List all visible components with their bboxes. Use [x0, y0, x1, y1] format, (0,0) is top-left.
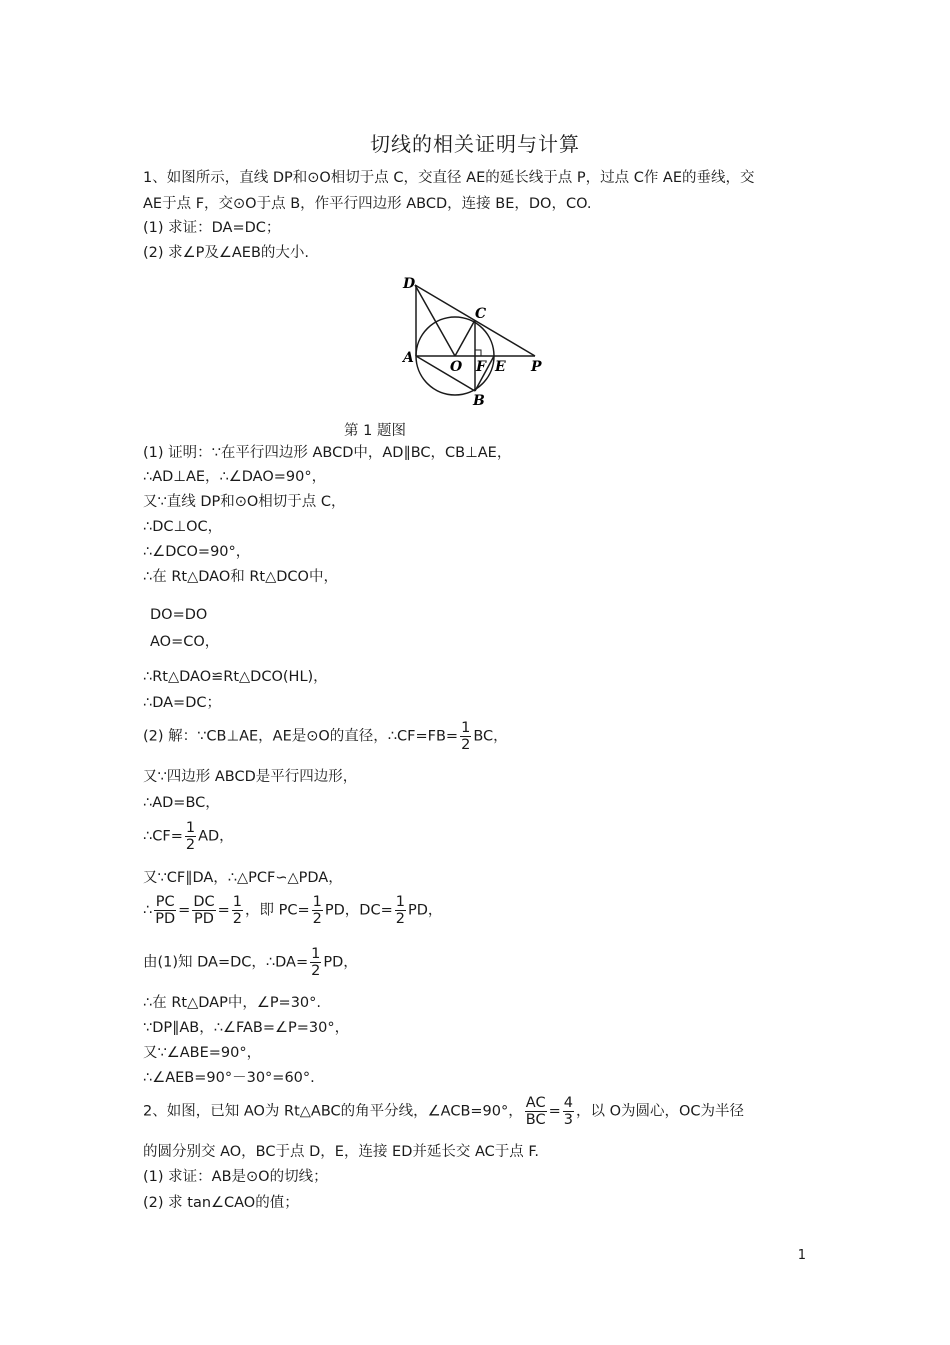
q2-statement-line2: 的圆分别交 AO，BC于点 D，E，连接 ED并延长交 AC于点 F.: [143, 1144, 540, 1160]
q1-statement-line2: AE于点 F，交⊙O于点 B，作平行四边形 ABCD，连接 BE，DO，CO.: [143, 196, 592, 212]
proof-line: ∴在 Rt△DAO和 Rt△DCO中，: [143, 569, 338, 585]
label-b: B: [473, 393, 485, 409]
proof-line: DO=DO: [150, 607, 208, 623]
proof-line: ∴AD⊥AE，∴∠DAO=90°，: [143, 469, 327, 485]
fraction-four-three: $\frac{4}{3}$: [563, 1095, 573, 1128]
fraction-half: $\frac{1}{2}$: [232, 894, 242, 927]
proof-line: AO=CO，: [150, 634, 220, 650]
q1-part2: (2) 求∠P及∠AEB的大小.: [143, 245, 310, 261]
solution-line: (2) 解：∵CB⊥AE，AE是⊙O的直径，∴CF=FB= $\frac{1}{2}$ BC，: [143, 720, 508, 753]
label-d: D: [403, 276, 416, 292]
line-oc: [455, 320, 475, 356]
solution-line: 又∵四边形 ABCD是平行四边形，: [143, 769, 358, 785]
proof-line: ∴Rt△DAO≌Rt△DCO(HL)，: [143, 669, 328, 685]
label-e: E: [495, 359, 506, 375]
solution-line: ∴在 Rt△DAP中，∠P=30°.: [143, 995, 322, 1011]
label-a: A: [403, 350, 414, 366]
solution-line: 又∵CF∥DA，∴△PCF∽△PDA，: [143, 870, 343, 886]
proof-line: 又∵直线 DP和⊙O相切于点 C，: [143, 494, 346, 510]
line-do: [415, 285, 455, 356]
solution-line: ∴∠AEB=90°－30°=60°.: [143, 1070, 315, 1086]
page-number: 1: [797, 1248, 806, 1263]
fraction-pc-pd: $\frac{PC}{PD}$: [155, 894, 176, 927]
fraction-ac-bc: $\frac{AC}{BC}$: [525, 1095, 546, 1128]
label-o: O: [450, 359, 463, 375]
fraction-half: $\frac{1}{2}$: [312, 894, 322, 927]
solution-line: ∴AD=BC，: [143, 795, 220, 811]
solution-line: ∴CF= $\frac{1}{2}$ AD，: [143, 820, 234, 853]
q2-part1: (1) 求证：AB是⊙O的切线；: [143, 1169, 328, 1185]
solution-line: ∵DP∥AB，∴∠FAB=∠P=30°，: [143, 1020, 350, 1036]
proof-line: (1) 证明：∵在平行四边形 ABCD中，AD∥BC，CB⊥AE，: [143, 445, 512, 461]
solution-line: ∴ $\frac{PC}{PD}$ = $\frac{DC}{PD}$ = $\frac{1}{2}$ ，即 PC= $\frac{1}{2}$ PD，DC= $\frac{1}{2}$ PD，: [143, 894, 443, 927]
solution-line: 由(1)知 DA=DC，∴DA= $\frac{1}{2}$ PD，: [143, 946, 358, 979]
q2-statement-line1: 2、如图，已知 AO为 Rt△ABC的角平分线，∠ACB=90°， $\frac{AC}{BC}$ = $\frac{4}{3}$ ，以 O为圆心，OC为半径: [143, 1095, 745, 1128]
fraction-dc-pd: $\frac{DC}{PD}$: [193, 894, 215, 927]
proof-line: ∴DC⊥OC，: [143, 519, 223, 535]
geometry-figure: [395, 268, 555, 413]
solution-line: 又∵∠ABE=90°，: [143, 1045, 262, 1061]
q2-part2: (2) 求 tan∠CAO的值；: [143, 1195, 299, 1211]
right-angle-mark: [475, 350, 481, 356]
line-ab: [416, 356, 475, 391]
proof-line: ∴DA=DC；: [143, 695, 221, 711]
q1-statement-line1: 1、如图所示，直线 DP和⊙O相切于点 C，交直径 AE的延长线于点 P，过点 C作 AE的垂线，交: [143, 170, 755, 186]
figure-caption: 第 1 题图: [344, 423, 406, 439]
page-title: 切线的相关证明与计算: [370, 132, 580, 156]
q1-part1: (1) 求证：DA=DC；: [143, 220, 281, 236]
fraction-half: $\frac{1}{2}$: [395, 894, 405, 927]
label-c: C: [475, 306, 487, 322]
fraction-half: $\frac{1}{2}$: [311, 946, 321, 979]
fraction-half: $\frac{1}{2}$: [185, 820, 196, 853]
proof-line: ∴∠DCO=90°，: [143, 544, 251, 560]
label-p: P: [531, 359, 542, 375]
label-f: F: [476, 359, 486, 375]
fraction-half: $\frac{1}{2}$: [461, 720, 471, 753]
